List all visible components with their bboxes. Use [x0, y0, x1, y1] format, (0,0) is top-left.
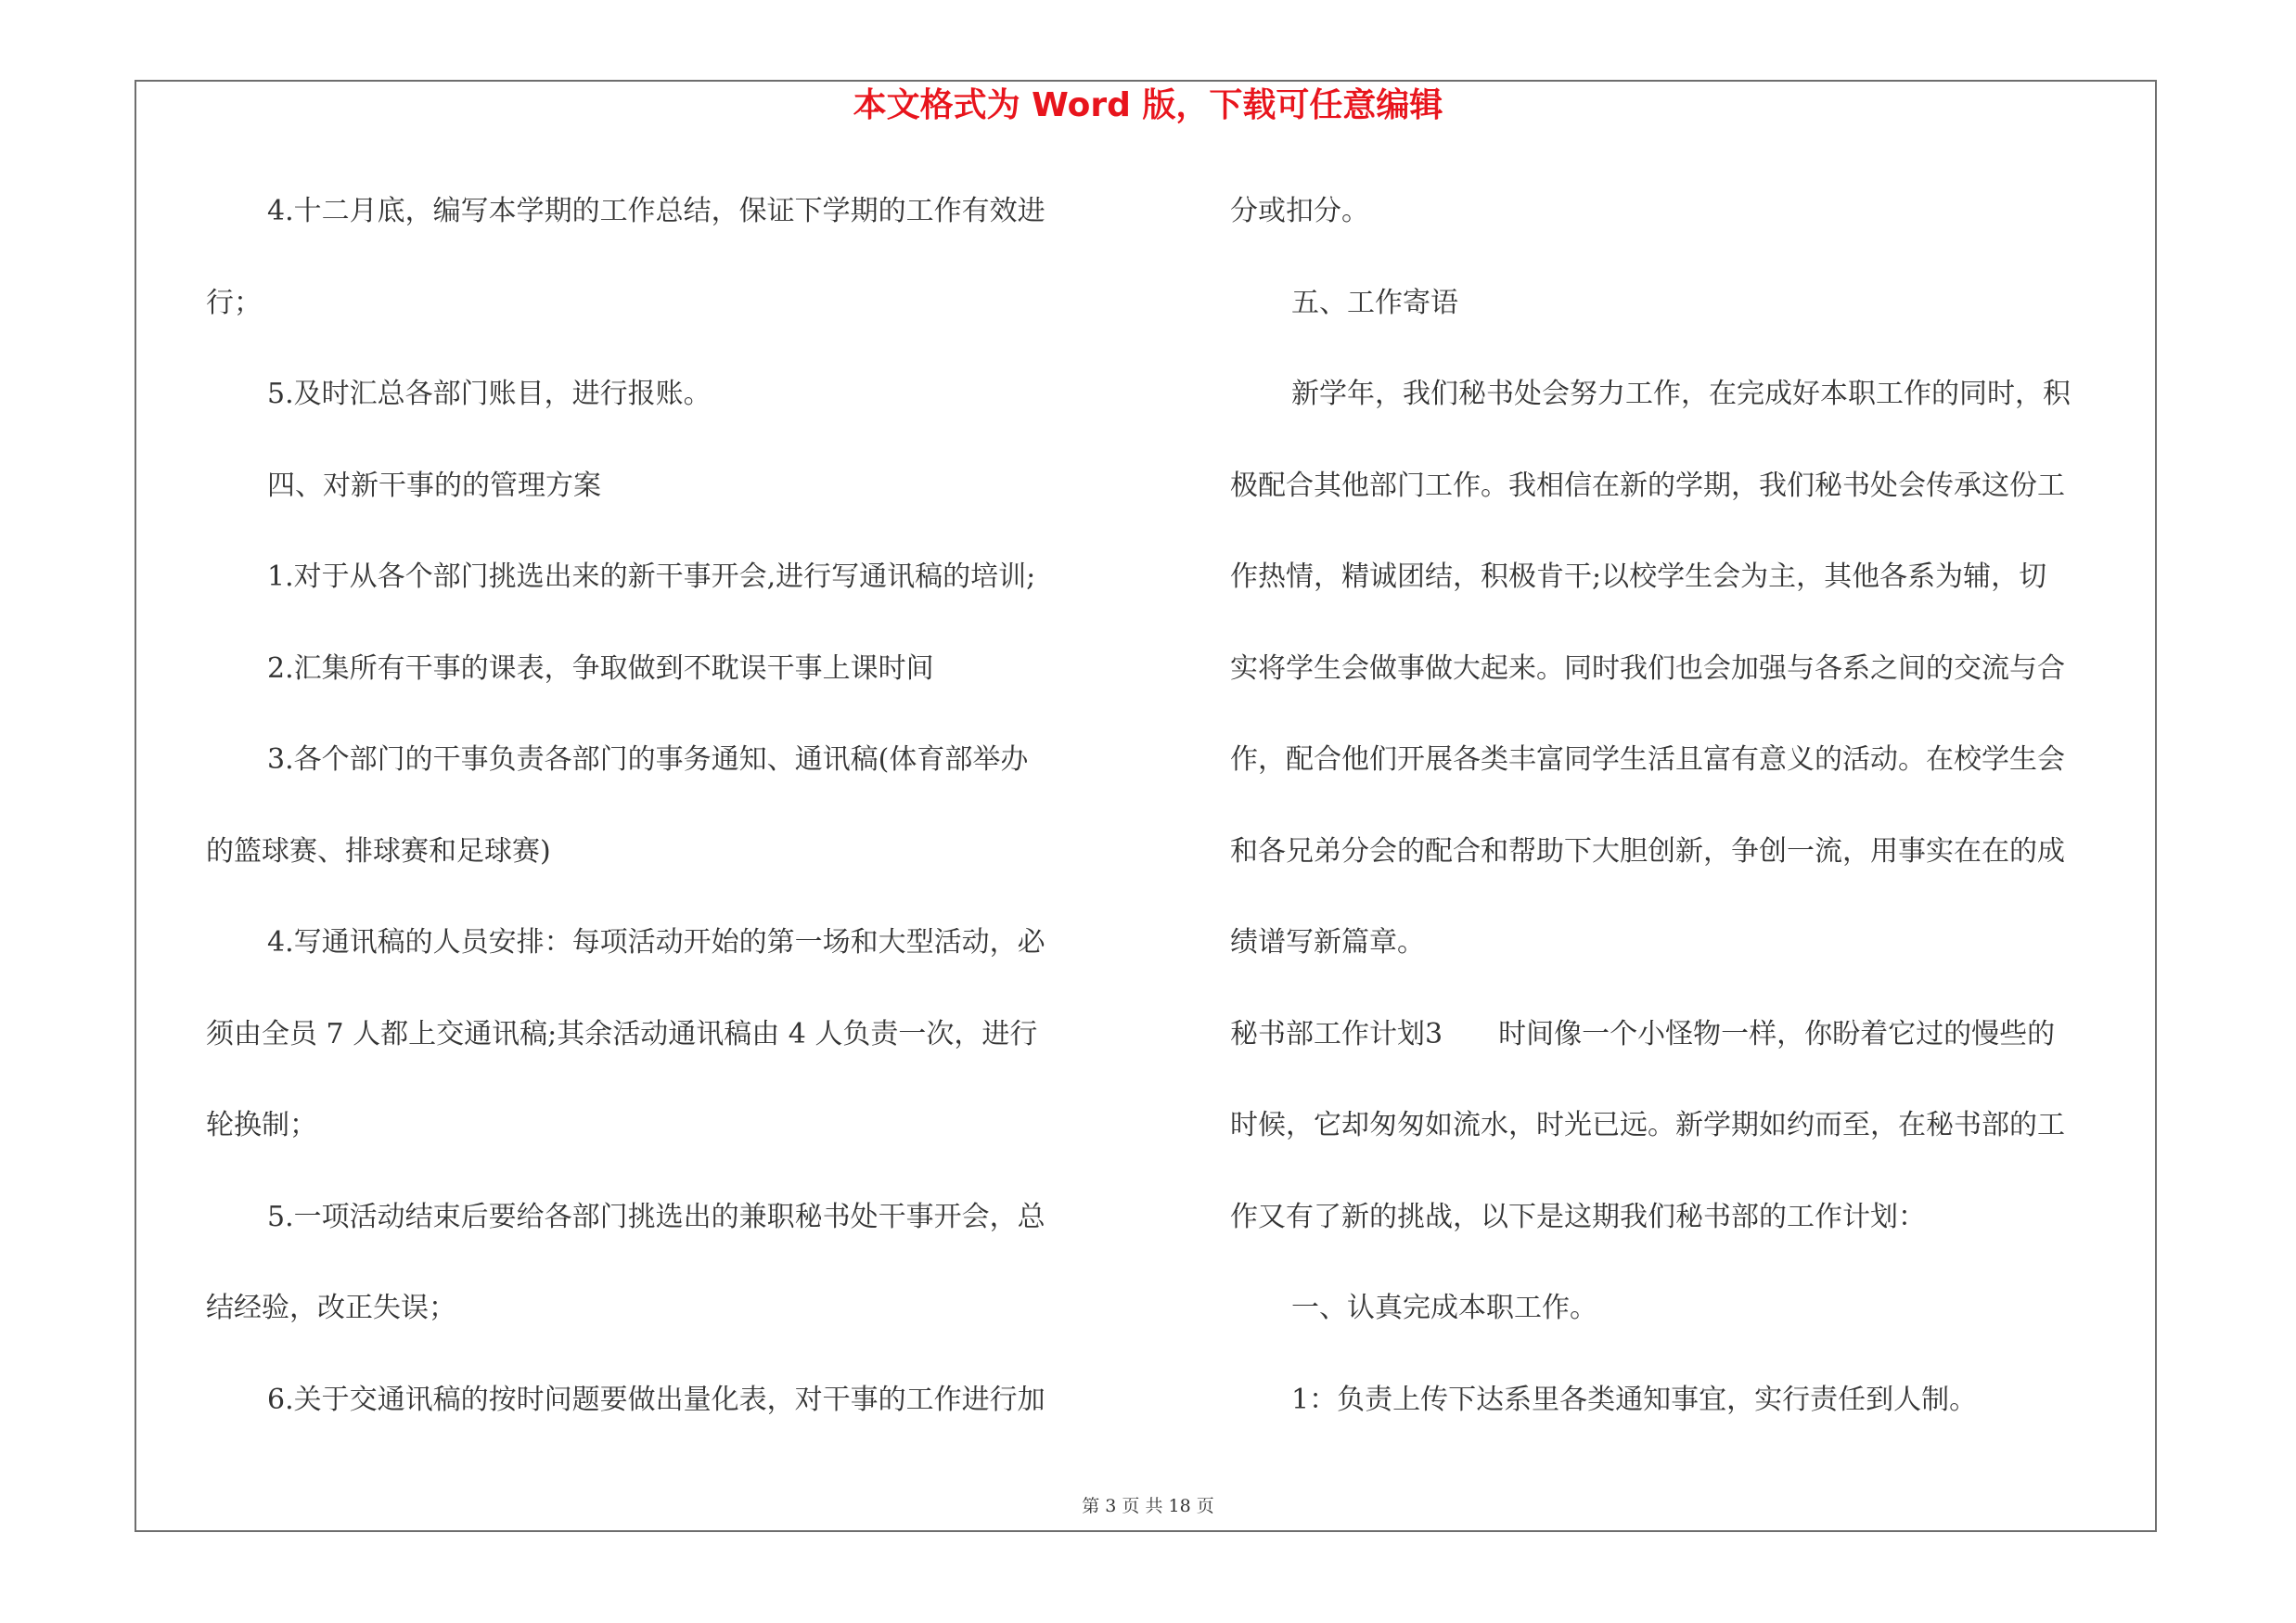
text-line: 2.汇集所有干事的课表，争取做到不耽误干事上课时间	[267, 652, 934, 685]
text-line: 五、工作寄语	[1291, 287, 1458, 319]
text-line: 新学年，我们秘书处会努力工作，在完成好本职工作的同时，积	[1291, 378, 2071, 410]
text-line: 须由全员 7 人都上交通讯稿;其余活动通讯稿由 4 人负责一次，进行	[206, 1018, 1038, 1050]
text-line: 秘书部工作计划3 时间像一个小怪物一样，你盼着它过的慢些的	[1230, 1018, 2056, 1050]
text-line: 5.及时汇总各部门账目，进行报账。	[267, 378, 712, 410]
text-line: 时候，它却匆匆如流水，时光已远。新学期如约而至，在秘书部的工	[1230, 1109, 2065, 1141]
text-line: 4.写通讯稿的人员安排：每项活动开始的第一场和大型活动，必	[267, 926, 1045, 959]
text-line: 分或扣分。	[1230, 195, 1369, 227]
page-footer: 第 3 页 共 18 页	[1082, 1496, 1214, 1516]
text-line: 3.各个部门的干事负责各部门的事务通知、通讯稿(体育部举办	[267, 743, 1029, 776]
text-line: 6.关于交通讯稿的按时问题要做出量化表，对干事的工作进行加	[267, 1384, 1045, 1416]
text-line: 四、对新干事的的管理方案	[267, 470, 601, 502]
text-line: 作又有了新的挑战，以下是这期我们秘书部的工作计划：	[1230, 1201, 1926, 1233]
header-banner: 本文格式为 Word 版，下载可任意编辑	[853, 86, 1443, 124]
text-line: 行；	[206, 287, 262, 319]
text-line: 5.一项活动结束后要给各部门挑选出的兼职秘书处干事开会，总	[267, 1201, 1045, 1233]
text-line: 1.对于从各个部门挑选出来的新干事开会,进行写通讯稿的培训;	[267, 560, 1036, 593]
text-line: 极配合其他部门工作。我相信在新的学期，我们秘书处会传承这份工	[1230, 470, 2065, 502]
text-line: 一、认真完成本职工作。	[1291, 1292, 1597, 1324]
text-line: 的篮球赛、排球赛和足球赛)	[206, 835, 551, 868]
text-line: 作热情，精诚团结，积极肯干;以校学生会为主，其他各系为辅，切	[1230, 560, 2047, 593]
text-line: 绩谱写新篇章。	[1230, 926, 1425, 959]
text-line: 结经验，改正失误；	[206, 1292, 456, 1324]
text-line: 1：负责上传下达系里各类通知事宜，实行责任到人制。	[1291, 1384, 1978, 1416]
text-line: 轮换制；	[206, 1109, 317, 1141]
text-line: 和各兄弟分会的配合和帮助下大胆创新，争创一流，用事实在在的成	[1230, 835, 2065, 868]
text-line: 作，配合他们开展各类丰富同学生活且富有意义的活动。在校学生会	[1230, 743, 2065, 776]
text-line: 实将学生会做事做大起来。同时我们也会加强与各系之间的交流与合	[1230, 652, 2065, 685]
text-line: 4.十二月底，编写本学期的工作总结，保证下学期的工作有效进	[267, 195, 1045, 227]
